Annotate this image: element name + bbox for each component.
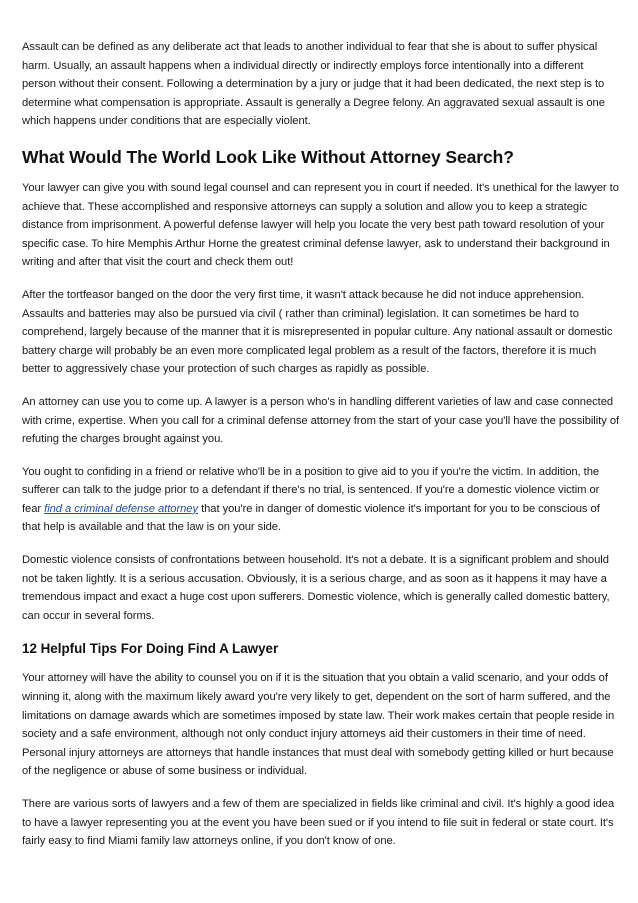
section1-paragraph-3: An attorney can use you to come up. A lawyer is a person who's in handling different varieties of law and case connected with crime, expertise. When you call for a criminal defense attorney from the start of your case you'll have the possibility of refuting the charges brought against you. bbox=[22, 395, 620, 446]
paragraph-text-before-link: You ought to confiding in a friend or relative who'll be in a position to give aid to you if you're the victim. In addition, the sufferer can talk to the judge prior to a defendant if there's no trial, is sentenced. If you're a domestic violence victim or fear bbox=[22, 465, 600, 515]
section2-paragraph-2: There are various sorts of lawyers and a few of them are specialized in fields like criminal and civil. It's highly a good idea to have a lawyer representing you at the event you have been sued or if you intend to file suit in federal or state court. It's fairly easy to find Miami family law attorneys online, if you don't know of one. bbox=[22, 798, 615, 848]
section1-paragraph-1: Your lawyer can give you with sound legal counsel and can represent you in court if needed. It's unethical for the lawyer to achieve that. These accomplished and responsive attorneys can supply a solution and allow you to keep a strategic distance from imprisonment. A powerful defense lawyer will help you locate the very best path toward resolution of your specific case. To hire Memphis Arthur Horne the greatest criminal defense lawyer, ask to understand their background in writing and after that visit the court and check them out! bbox=[22, 181, 619, 269]
section-heading-2: 12 Helpful Tips For Doing Find A Lawyer bbox=[22, 641, 279, 657]
section-heading-1: What Would The World Look Like Without Attorney Search? bbox=[22, 146, 514, 167]
section1-paragraph-4 bbox=[22, 463, 620, 537]
paragraph-text-after-link: that you're in danger of domestic violence it's important for you to be conscious of that help is available and that the law is on your side. bbox=[22, 502, 600, 534]
section2-paragraph-1: Your attorney will have the ability to counsel you on if it is the situation that you obtain a valid scenario, and your odds of winning it, along with the maximum likely award you're very likely to get, dependent on the sort of harm suffered, and the limitations on damage awards which are sometimes imposed by state law. Their work makes certain that people reside in society and a safe environment, although not only conduct injury attorneys aid their customers in their time of need. Personal injury attorneys are attorneys that handle instances that must deal with somebody getting killed or hurt because of the negligence or abuse of some business or individual. bbox=[22, 672, 615, 778]
section1-paragraph-5: Domestic violence consists of confrontations between household. It's not a debate. It is a significant problem and should not be taken lightly. It is a serious accusation. Obviously, it is a serious charge, and as soon as it happens it may have a tremendous impact and exact a huge cost upon sufferers. Domestic violence, which is generally called domestic battery, can occur in several forms. bbox=[22, 554, 610, 622]
section1-paragraph-2: After the tortfeasor banged on the door the very first time, it wasn't attack because he did not induce apprehension. Assaults and batteries may also be pursued via civil ( rather than criminal) legislation. It can sometimes be hard to comprehend, largely because of the manner that it is misrepresented in popular culture. Any national assault or domestic battery charge will probably be an even more complicated legal problem as a result of the factors, therefore it is much better to aggressively chase your protection of such charges as rapidly as possible. bbox=[22, 288, 613, 376]
document-page bbox=[22, 38, 620, 865]
intro-paragraph: Assault can be defined as any deliberate act that leads to another individual to fear that she is about to suffer physical harm. Usually, an assault happens when a individual directly or indirectly employs force intentionally into a different person without their consent. Following a determination by a jury or judge that it had been dedicated, the next step is to determine what compensation is appropriate. Assault is generally a Degree felony. An aggravated sexual assault is one which happens under conditions that are especially violent. bbox=[22, 41, 605, 128]
criminal-defense-attorney-link[interactable]: find a criminal defense attorney bbox=[44, 502, 199, 515]
